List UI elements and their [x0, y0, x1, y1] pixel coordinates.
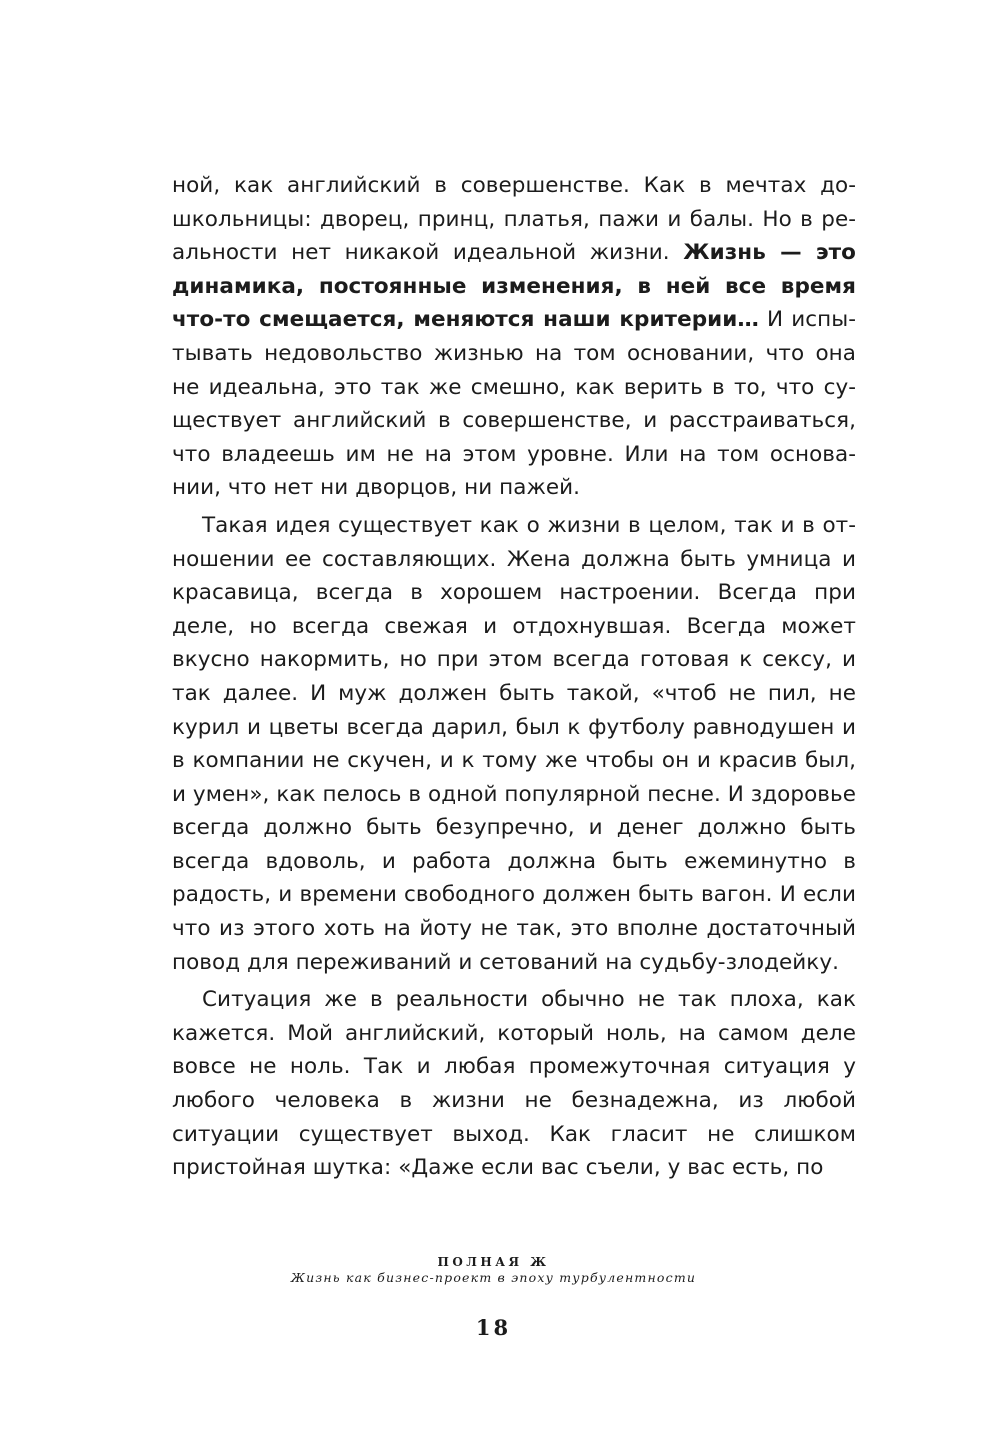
- running-footer-title: ПОЛНАЯ Ж: [437, 1255, 550, 1269]
- paragraph-2: [172, 509, 856, 979]
- page-number: 18: [475, 1315, 512, 1340]
- paragraph-2-segment-1: Такая идея существует как о жизни в целом, так и в отношении ее составляющих. Жена должна быть умница и красавица, всегда в хорошем настроении. Всегда при деле, но всегда свежая и отдохнувшая. Всегда может вкусно накормить, но при этом всегда готовая к сексу, и так далее. И муж должен быть такой, «чтоб не пил, не курил и цветы всегда дарил, был к футболу равнодушен и в компании не скучен, и к тому же чтобы он и красив был, и умен», как пелось в одной популярной песне. И здоровье всегда должно быть безупречно, и денег должно быть всегда вдоволь, и работа должна быть ежеминутно в радость, и времени свободного должен быть вагон. И если что из этого хоть на йоту не так, это вполне достаточный повод для переживаний и сетований на судьбу-злодейку.: [172, 512, 856, 975]
- body-text: [172, 169, 856, 1185]
- paragraph-3: [172, 983, 856, 1185]
- paragraph-1-segment-3: И испытывать недовольство жизнью на том основании, что она не идеальна, это так же смешно, как верить в то, что существует английский в совершенстве, и расстраиваться, что владеешь им не на этом уровне. Или на том основании, что нет ни дворцов, ни пажей.: [172, 307, 856, 501]
- paragraph-1: [172, 169, 856, 505]
- paragraph-3-segment-1: Ситуация же в реальности обычно не так плоха, как кажется. Мой английский, который ноль, на самом деле вовсе не ноль. Так и любая промежуточная ситуация у любого человека в жизни не безнадежна, из любой ситуации существует выход. Как гласит не слишком пристойная шутка: «Даже если вас съели, у вас есть, по: [172, 987, 856, 1181]
- running-footer-subtitle: Жизнь как бизнес-проект в эпоху турбулентности: [290, 1270, 697, 1285]
- paragraph-1-segment-1: ной, как английский в совершенстве. Как в мечтах дошкольницы: дворец, принц, платья, пажи и балы. Но в реальности нет никакой идеальной жизни.: [172, 173, 856, 266]
- paragraph-1-emphasis: Жизнь — это динамика, постоянные изменения, в ней все время что-то смещается, меняются наши критерии…: [172, 240, 857, 333]
